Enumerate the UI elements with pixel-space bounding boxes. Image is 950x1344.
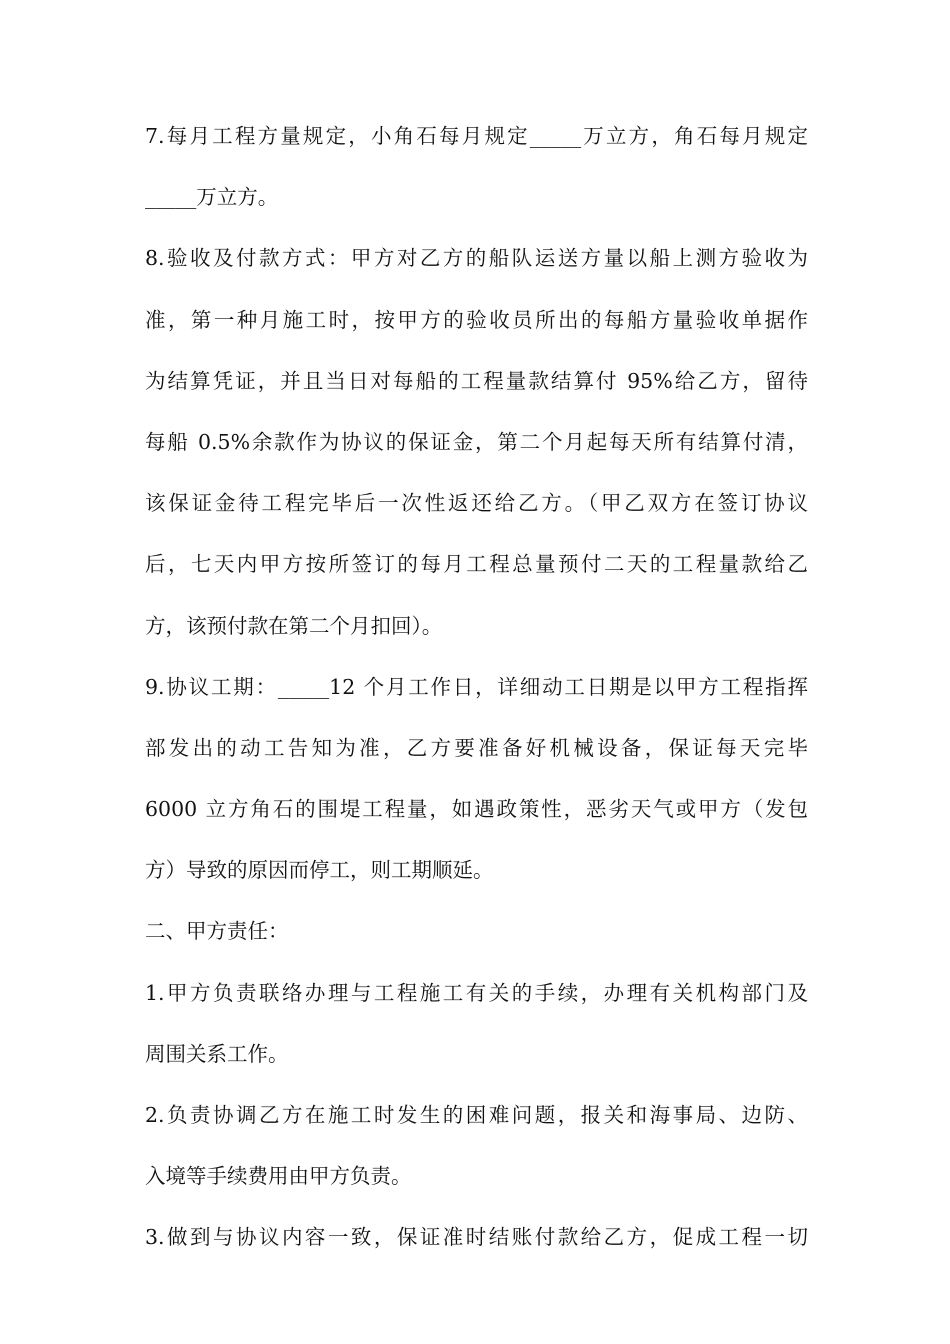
paragraph-line: 准，第一种月施工时，按甲方的验收员所出的每船方量验收单据作 xyxy=(145,307,808,332)
paragraph-line: 入境等手续费用由甲方负责。 xyxy=(145,1164,412,1189)
document-body xyxy=(145,106,808,1269)
paragraph-line: 3.做到与协议内容一致，保证准时结账付款给乙方，促成工程一切 xyxy=(145,1225,808,1250)
paragraph-line: 7.每月工程方量规定，小角石每月规定_____万立方，角石每月规定 xyxy=(145,124,808,148)
paragraph-line: 方）导致的原因而停工，则工期顺延。 xyxy=(145,858,494,883)
paragraph-line: 9.协议工期：_____12 个月工作日，详细动工日期是以甲方工程指挥 xyxy=(145,674,808,699)
paragraph-line: 方，该预付款在第二个月扣回）。 xyxy=(145,613,443,638)
paragraph-line: 2.负责协调乙方在施工时发生的困难问题，报关和海事局、边防、 xyxy=(145,1103,808,1127)
paragraph-line: 6000 立方角石的围堤工程量，如遇政策性，恶劣天气或甲方（发包 xyxy=(145,797,808,822)
paragraph-line: 周围关系工作。 xyxy=(145,1041,289,1066)
paragraph-line: 后，七天内甲方按所签订的每月工程总量预付二天的工程量款给乙 xyxy=(145,552,808,577)
paragraph-line: 部发出的动工告知为准，乙方要准备好机械设备，保证每天完毕 xyxy=(145,735,808,760)
paragraph-line: 该保证金待工程完毕后一次性返还给乙方。（甲乙双方在签订协议 xyxy=(145,491,808,516)
paragraph-line: _____万立方。 xyxy=(145,185,279,210)
paragraph-line: 1.甲方负责联络办理与工程施工有关的手续，办理有关机构部门及 xyxy=(145,980,808,1005)
paragraph-line: 每船 0.5%余款作为协议的保证金，第二个月起每天所有结算付清， xyxy=(145,429,808,454)
paragraph-line: 8.验收及付款方式：甲方对乙方的船队运送方量以船上测方验收为 xyxy=(145,246,808,271)
paragraph-line: 为结算凭证，并且当日对每船的工程量款结算付 95%给乙方，留待 xyxy=(145,368,808,393)
section-heading: 二、甲方责任： xyxy=(145,919,289,944)
